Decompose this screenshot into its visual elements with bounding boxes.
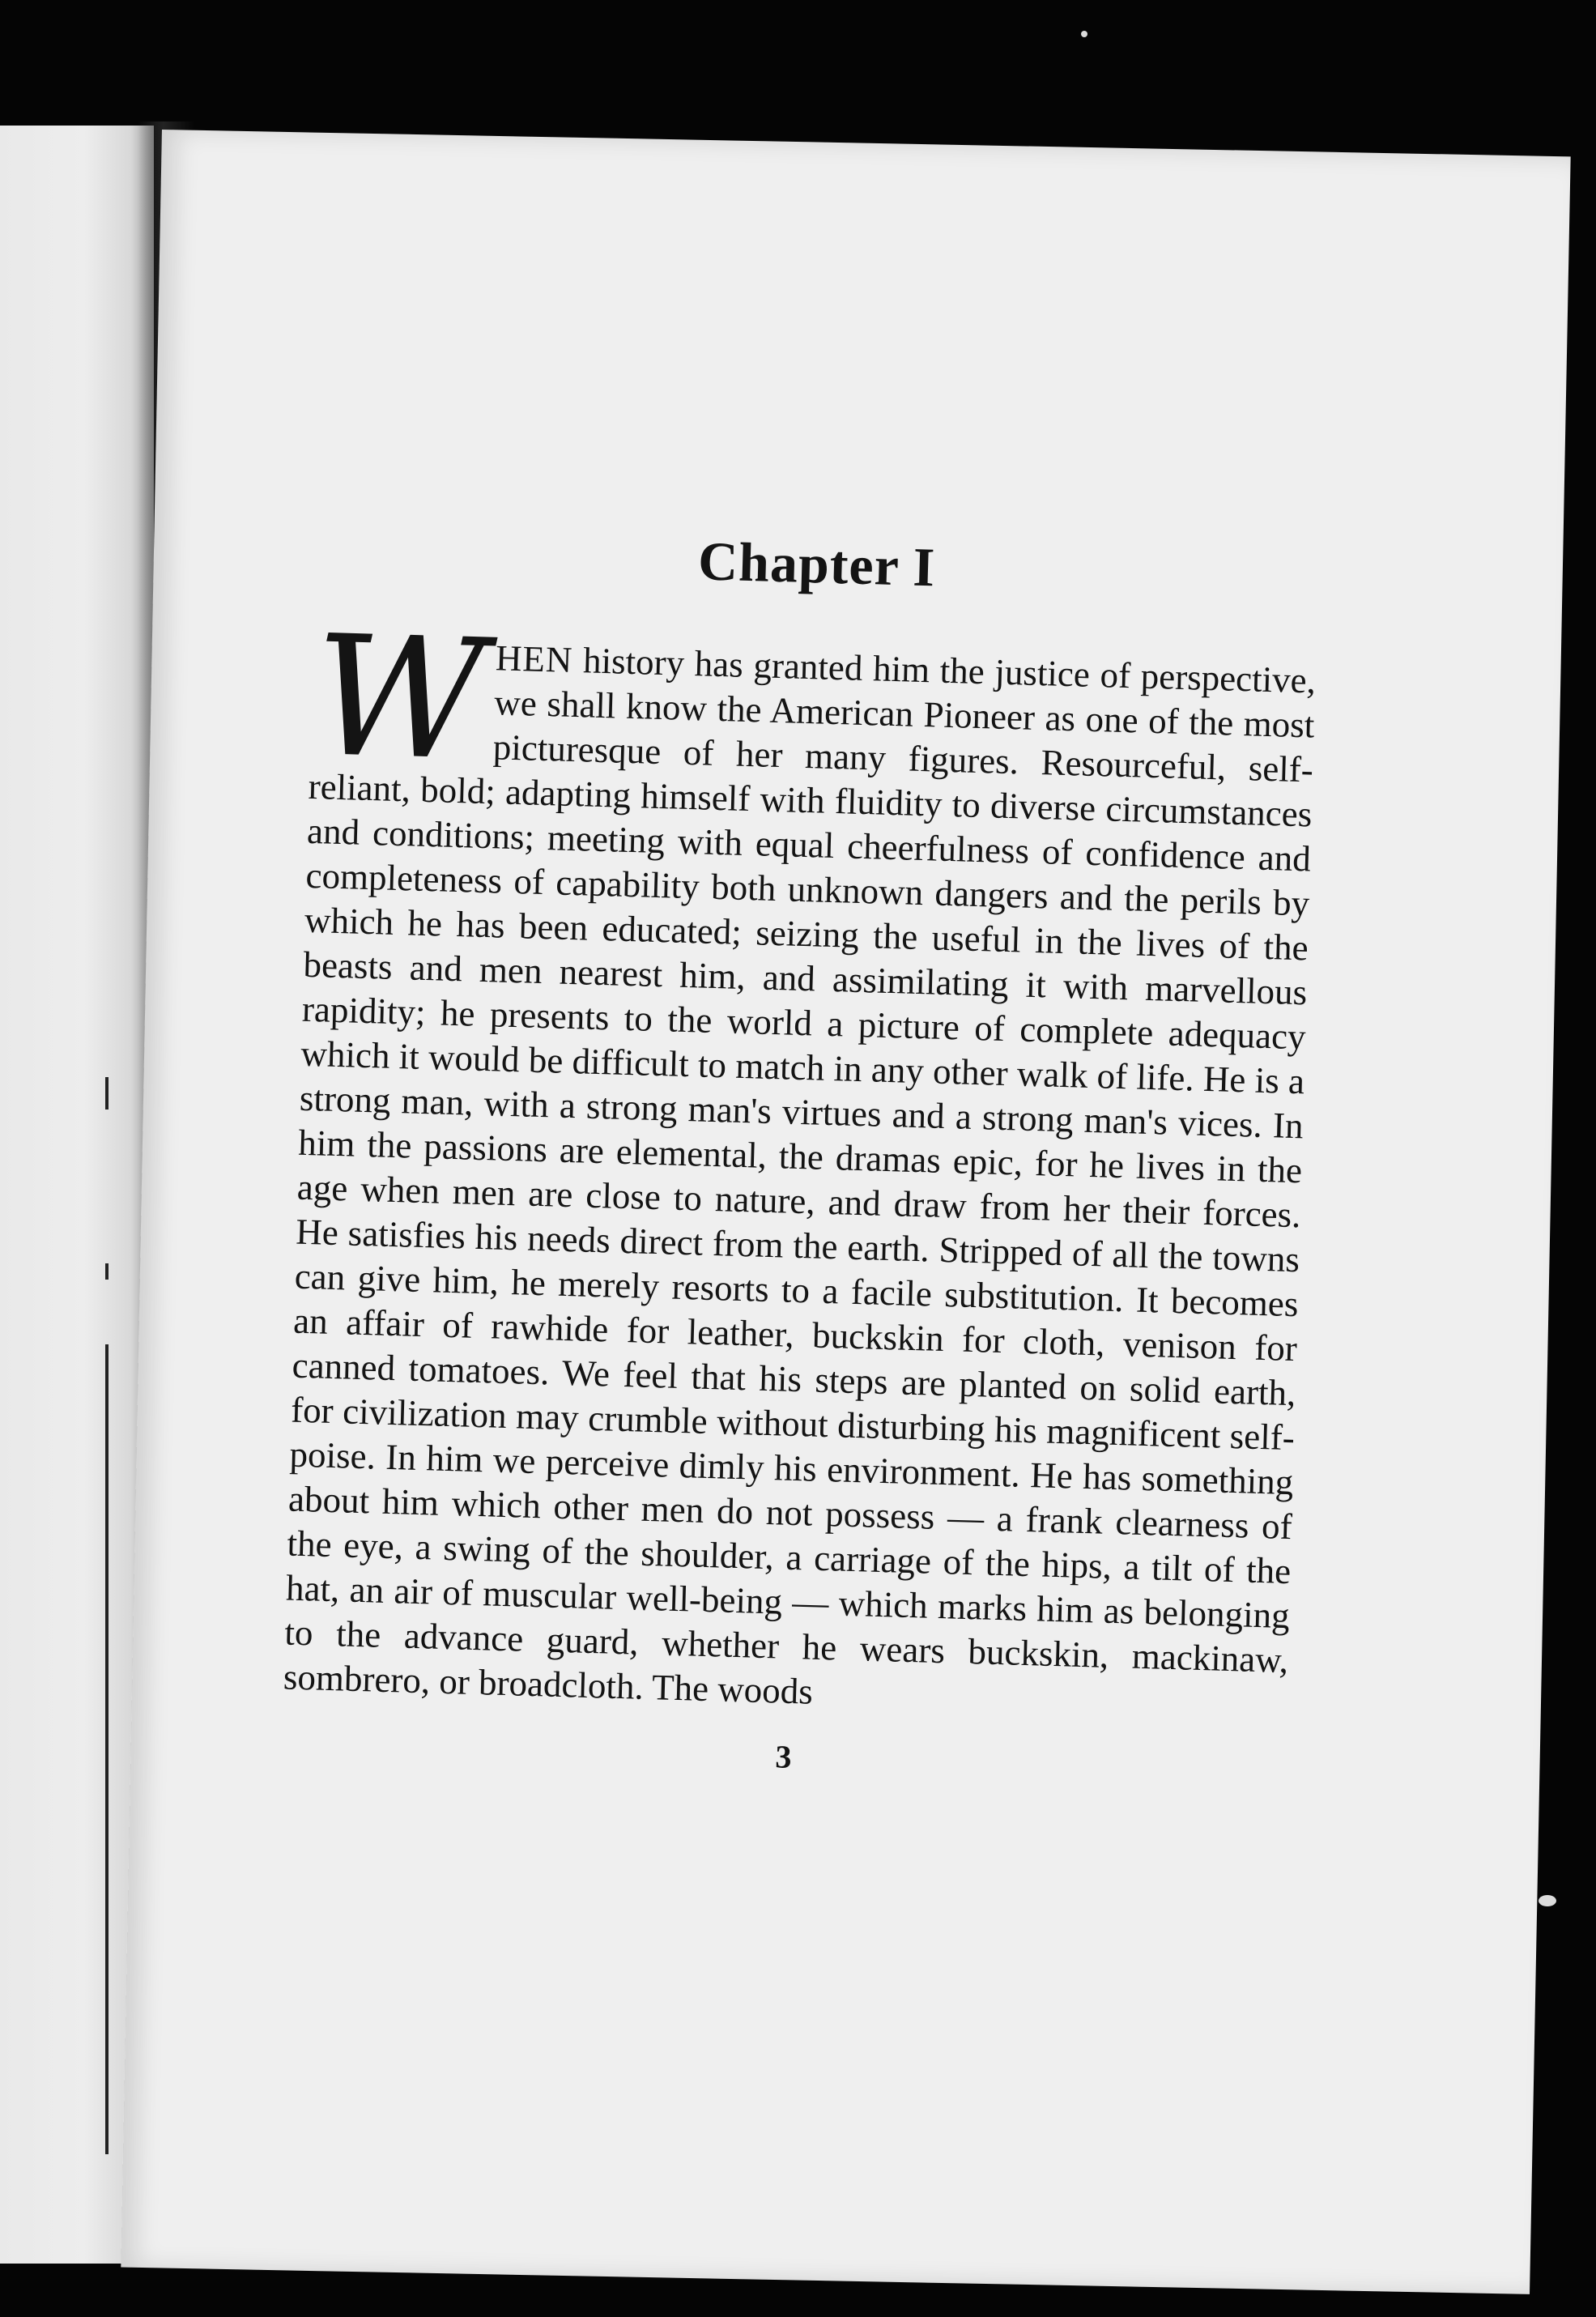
margin-mark: [105, 1077, 109, 1110]
margin-mark: [105, 1344, 109, 2154]
drop-cap: W: [311, 600, 487, 798]
dust-speck: [1539, 1895, 1556, 1906]
margin-marks: [105, 1077, 112, 2154]
dust-speck: [1081, 31, 1087, 37]
chapter-title: Chapter I: [697, 530, 937, 598]
margin-mark: [105, 1263, 109, 1280]
page-content: [281, 518, 1319, 1790]
lead-in-text: HEN: [495, 637, 574, 680]
paragraph-text: history has granted him the justice of perspective, we shall know the American Pioneer as one of the most picturesque of her many figures. Resourceful, self-reliant, bold; adapting himself with fluidity to diverse circumstances and conditions; meeting with equal cheerfulness of confidence and completeness of capability both unknown dangers and the perils by which he has been educated; seizing the useful in the lives of the beasts and men nearest him, and assimilating it with marvellous rapidity; he presents to the world a picture of complete adequacy which it would be difficult to match in any other walk of life. He is a strong man, with a strong man's virtues and a strong man's vices. In him the passions are elemental, the dramas epic, for he lives in the age when men are close to nature, and draw from her their forces. He satisfies his needs direct from the earth. Stripped of all the towns can give him, he merely resorts to a facile substitution. It becomes an affair of rawhide for leather, buckskin for cloth, venison for canned tomatoes. We feel that his steps are planted on solid earth, for civilization may crumble without disturbing his magnificent self-poise. In him we perceive dimly his environment. He has something about him which other men do not possess — a frank clearness of the eye, a swing of the shoulder, a carriage of the hips, a tilt of the hat, an air of muscular well-being — which marks him as belonging to the advance guard, whether he wears buckskin, mackinaw, sombrero, or broadcloth. The woods: [283, 639, 1317, 1712]
page-number: 3: [774, 1738, 793, 1775]
body-paragraph: [283, 600, 1317, 1727]
